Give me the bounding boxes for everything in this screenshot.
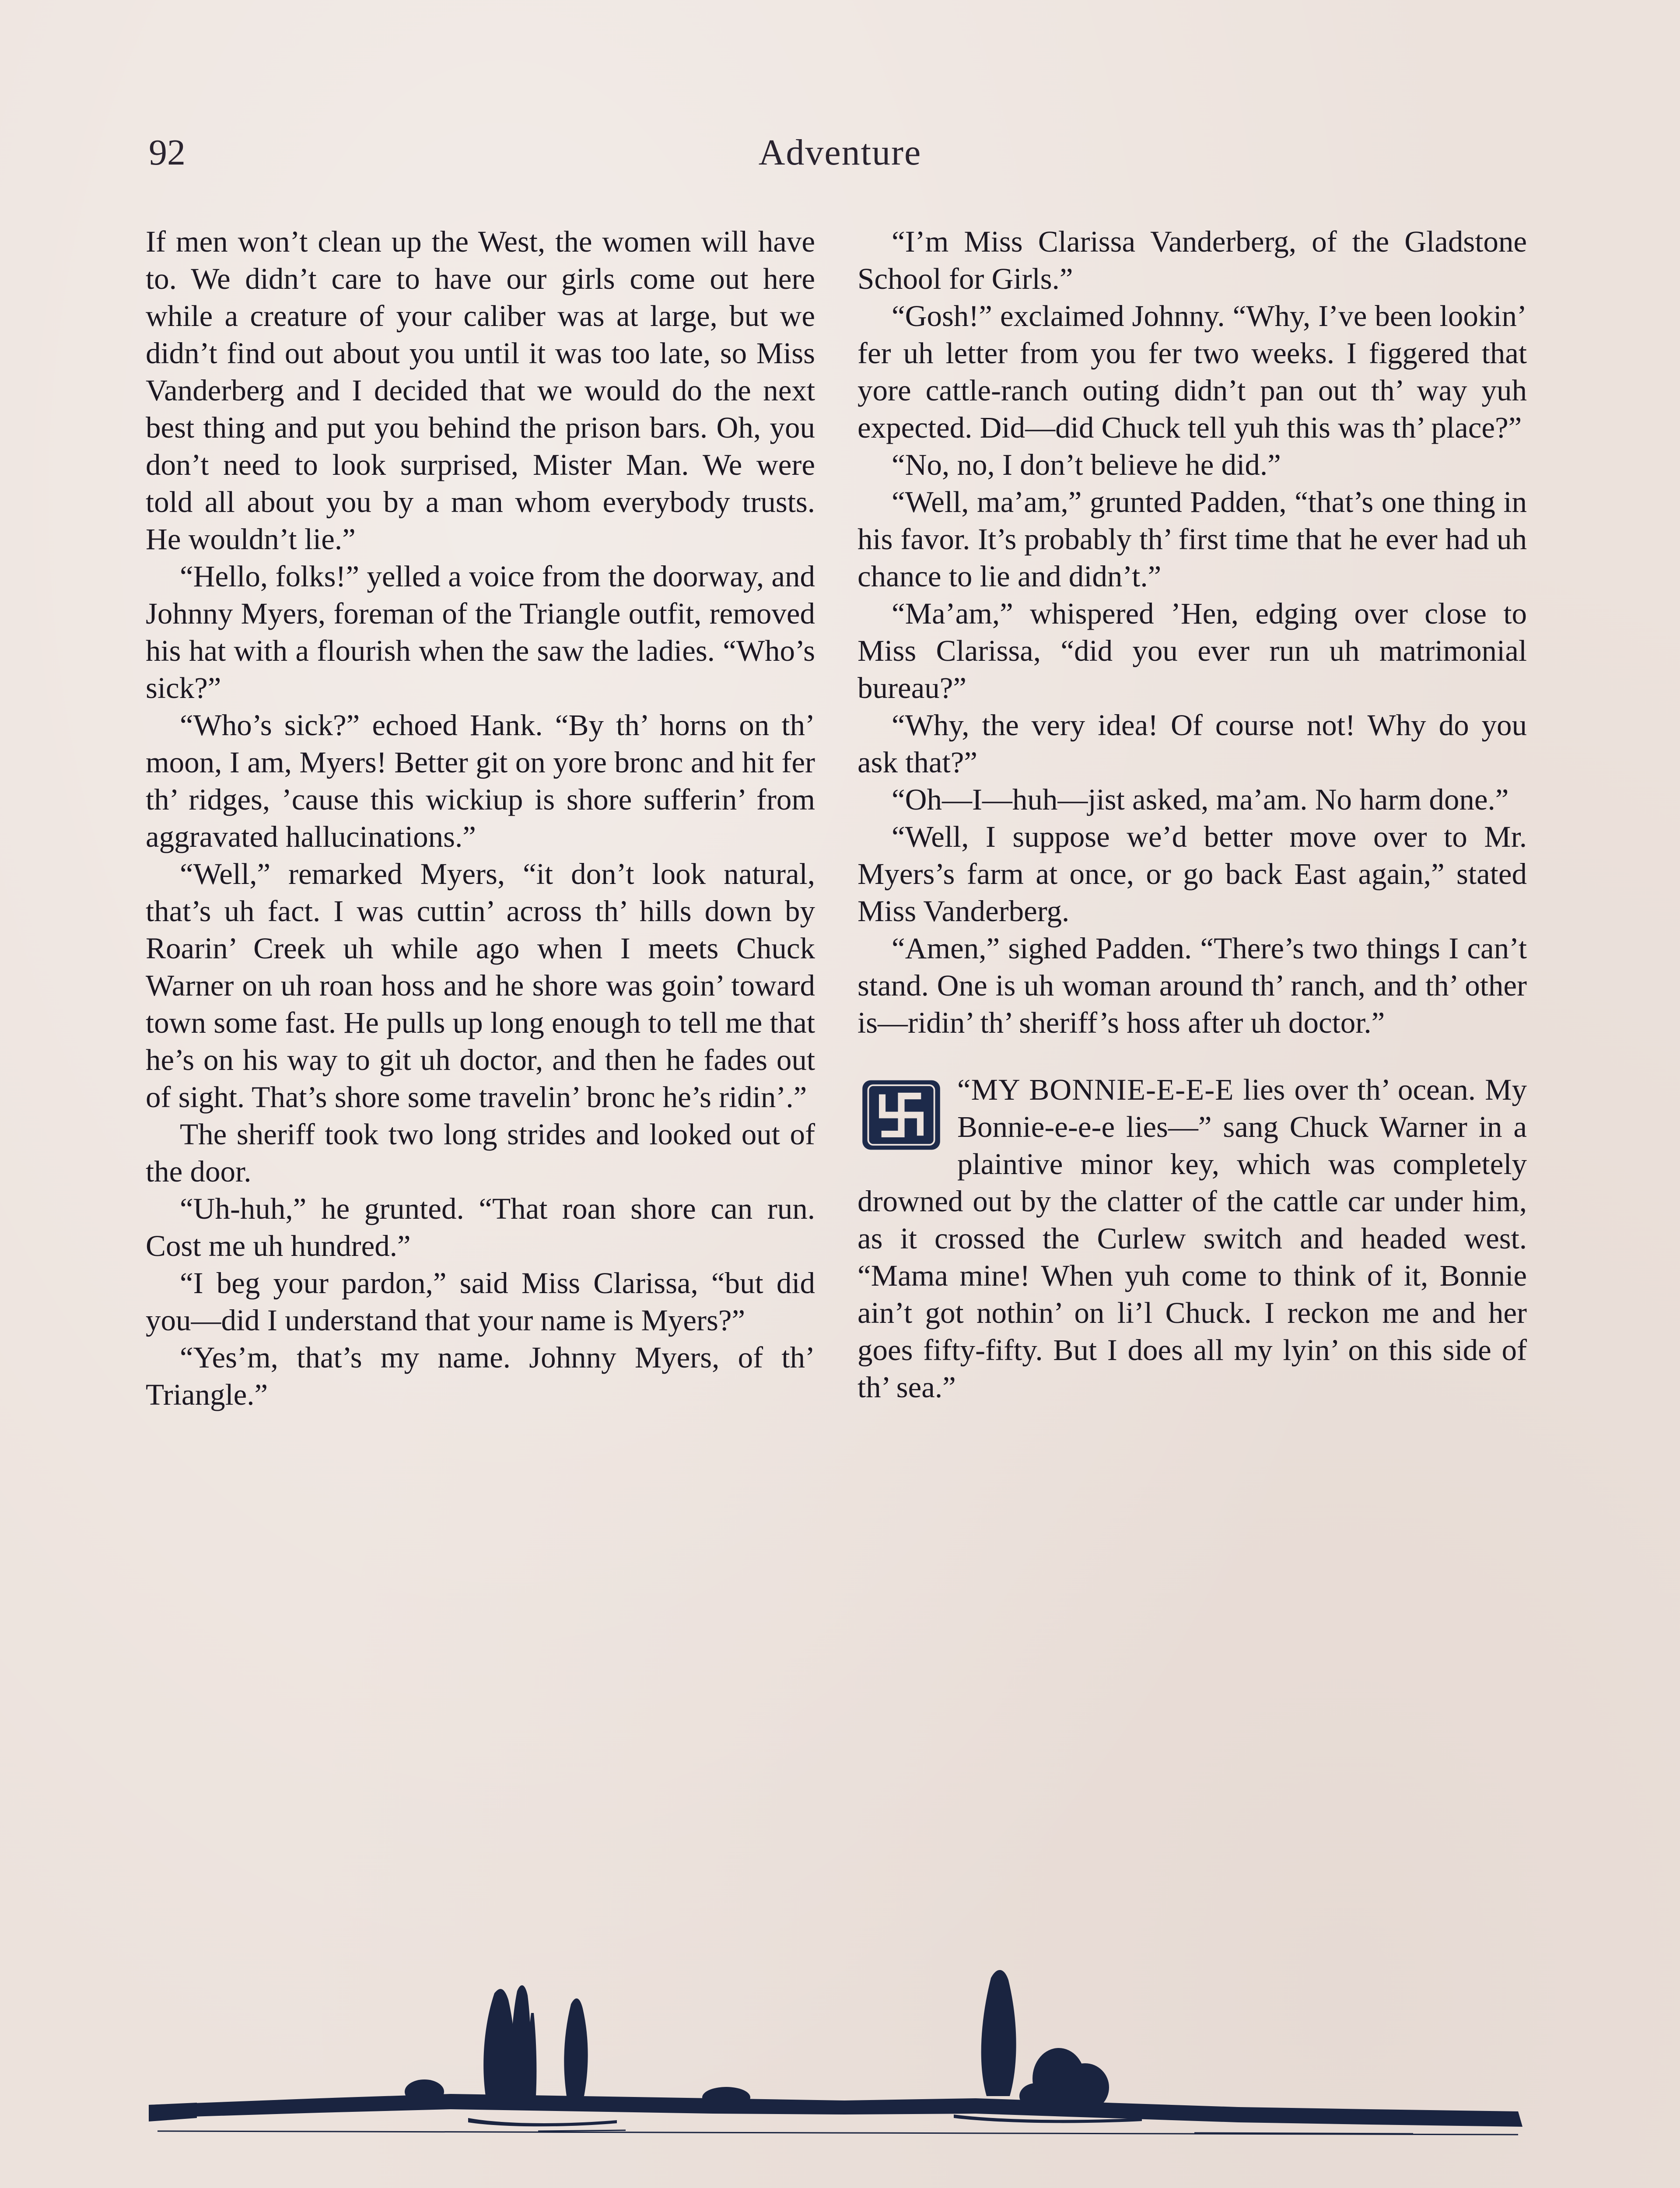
right-column bbox=[858, 223, 1527, 1406]
paragraph: “I’m Miss Clarissa Vanderberg, of the Gladstone School for Girls.” bbox=[858, 225, 1527, 295]
paragraph: “Ma’am,” whispered ’Hen, edging over close to Miss Clarissa, “did you ever run uh matrimonial bureau?” bbox=[858, 597, 1527, 705]
running-head: Adventure bbox=[758, 132, 922, 173]
landscape-vignette-image bbox=[144, 1925, 1536, 2188]
paragraph: “Gosh!” exclaimed Johnny. “Why, I’ve been lookin’ fer uh letter from you fer two weeks. I figgered that yore cattle-ranch outing didn’t pan out th’ way yuh expected. Did—did Chuck tell yuh this was th’ place?” bbox=[858, 299, 1527, 444]
paragraph: “Why, the very idea! Of course not! Why do you ask that?” bbox=[858, 708, 1527, 779]
paragraph: “No, no, I don’t believe he did.” bbox=[892, 448, 1281, 481]
paragraph: “Uh-huh,” he grunted. “That roan shore can run. Cost me uh hundred.” bbox=[146, 1192, 815, 1262]
paragraph: “Amen,” sighed Padden. “There’s two things I can’t stand. One is uh woman around th’ ranch, and th’ other is—ridin’ th’ sheriff’s hoss after uh doctor.” bbox=[858, 932, 1527, 1039]
section-text: lies over th’ ocean. My Bonnie-e-e-e lies—” sang Chuck Warner in a plaintive minor key, which was completely drowned out by the clatter of the cattle car under him, as it crossed the Curlew switch and headed west. “Mama mine! When yuh come to think of it, Bonnie ain’t got nothin’ on li’l Chuck. I reckon me and her goes fifty-fifty. But I does all my lyin’ on this side of th’ sea.” bbox=[858, 1073, 1527, 1404]
paragraph: “Hello, folks!” yelled a voice from the doorway, and Johnny Myers, foreman of the Triangle outfit, removed his hat with a flourish when the saw the ladies. “Who’s sick?” bbox=[146, 560, 815, 705]
section-ornament-icon bbox=[858, 1076, 945, 1154]
section-lead-caps: “MY BONNIE-E-E-E bbox=[957, 1073, 1234, 1106]
paragraph: “Who’s sick?” echoed Hank. “By th’ horns on th’ moon, I am, Myers! Better git on yore bronc and hit fer th’ ridges, ’cause this wickiup is shore sufferin’ from aggravated hallucinations.” bbox=[146, 708, 815, 853]
paragraph: The sheriff took two long strides and looked out of the door. bbox=[146, 1118, 815, 1188]
paragraph: “Well, I suppose we’d better move over to Mr. Myers’s farm at once, or go back East again,” stated Miss Vanderberg. bbox=[858, 820, 1527, 928]
paragraph: If men won’t clean up the West, the women will have to. We didn’t care to have our girls come out here while a creature of your caliber was at large, but we didn’t find out about you until it was too late, so Miss Vanderberg and I decided that we would do the next best thing and put you behind the prison bars. Oh, you don’t need to look surprised, Mister Man. We were told all about you by a man whom everybody trusts. He wouldn’t lie.” bbox=[146, 225, 815, 556]
paragraph: “I beg your pardon,” said Miss Clarissa, “but did you—did I understand that your name is Myers?” bbox=[146, 1266, 815, 1337]
section-opening-paragraph bbox=[858, 1071, 1527, 1406]
page-number: 92 bbox=[149, 132, 186, 173]
paragraph: “Well,” remarked Myers, “it don’t look natural, that’s uh fact. I was cuttin’ across th’ hills down by Roarin’ Creek uh while ago when I meets Chuck Warner on uh roan hoss and he shore was goin’ toward town some fast. He pulls up long enough to tell me that he’s on his way to git uh doctor, and then he fades out of sight. That’s shore some travelin’ bronc he’s ridin’.” bbox=[146, 857, 815, 1114]
paragraph: “Well, ma’am,” grunted Padden, “that’s one thing in his favor. It’s probably th’ first time that he ever had uh chance to lie and didn’t.” bbox=[858, 485, 1527, 593]
paragraph: “Yes’m, that’s my name. Johnny Myers, of th’ Triangle.” bbox=[146, 1341, 815, 1411]
left-column bbox=[146, 223, 815, 1413]
paragraph: “Oh—I—huh—jist asked, ma’am. No harm done.” bbox=[892, 783, 1509, 816]
